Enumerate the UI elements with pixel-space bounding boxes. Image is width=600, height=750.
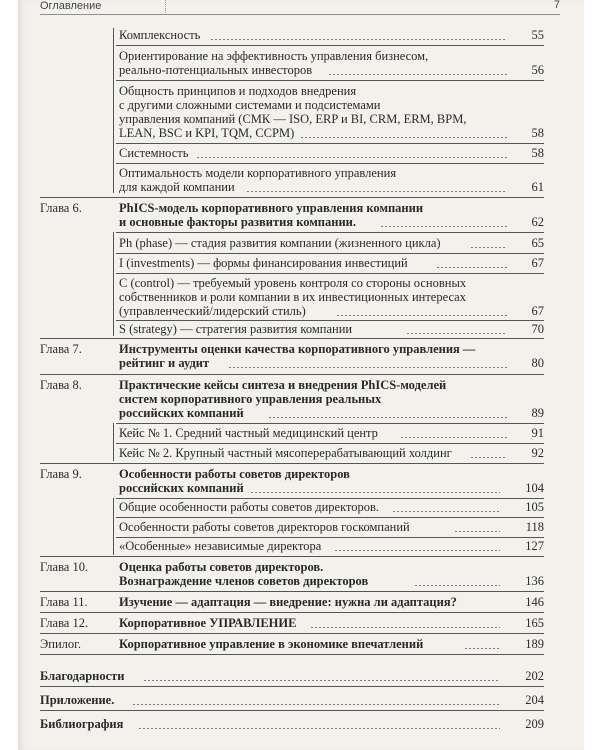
separator (116, 273, 544, 274)
page-ref: 189 (525, 637, 544, 651)
separator (116, 80, 544, 81)
separator (116, 423, 544, 424)
bracket-line (113, 28, 114, 193)
separator (116, 517, 544, 518)
page-ref: 62 (531, 215, 544, 229)
chapter-label: Эпилог. (40, 637, 81, 651)
separator (40, 556, 544, 557)
page-ref: 202 (525, 669, 544, 683)
toc-entry-obsh-3[interactable]: управления компаний (СМК — ISO, ERP и BI, CRM, ERM, BPM, (119, 112, 467, 126)
toc-chapter-11[interactable]: Изучение — адаптация — внедрение: нужна ли адаптация? (119, 595, 457, 609)
page-ref: 58 (531, 126, 544, 140)
chapter-label: Глава 9. (40, 467, 82, 481)
bracket-line (113, 423, 114, 461)
leader-dots (328, 74, 507, 75)
separator (40, 710, 544, 711)
running-header (40, 0, 560, 15)
toc-entry-optim-1[interactable]: Оптимальность модели корпоративного управления (119, 166, 397, 180)
page-ref: 104 (525, 481, 544, 495)
separator (40, 654, 544, 655)
separator (116, 163, 544, 164)
toc-chapter-8-1[interactable]: Практические кейсы синтеза и внедрения PhICS-моделей (119, 378, 447, 392)
toc-entry-ph[interactable]: Ph (phase) — стадия развития компании (жизненного цикла) (119, 236, 441, 250)
section-title: Оглавление (40, 0, 102, 12)
page-ref: 146 (525, 595, 544, 609)
toc-thanks[interactable]: Благодарности (40, 669, 125, 683)
leader-dots (310, 627, 500, 628)
separator (116, 45, 544, 46)
page-ref: 92 (531, 446, 544, 460)
separator (40, 633, 544, 634)
toc-epilogue[interactable]: Корпоративное управление в экономике впечатлений (119, 637, 424, 651)
toc-chapter-10-1[interactable]: Оценка работы советов директоров. (119, 560, 324, 574)
separator (116, 498, 544, 499)
leader-dots (414, 585, 500, 586)
leader-dots (300, 137, 507, 138)
toc-entry-case1[interactable]: Кейс № 1. Средний частный медицинский центр (119, 426, 378, 440)
leader-dots (336, 315, 507, 316)
leader-dots (246, 191, 507, 192)
separator (40, 338, 544, 339)
leader-dots (268, 417, 507, 418)
page-ref: 58 (531, 146, 544, 160)
leader-dots (470, 457, 507, 458)
separator (116, 232, 544, 233)
toc-appendix[interactable]: Приложение. (40, 693, 115, 707)
leader-dots (143, 680, 500, 681)
toc-entry-obsh-4[interactable]: LEAN, BSC и KPI, TQM, CCPM) (119, 126, 295, 140)
toc-chapter-9-1[interactable]: Особенности работы советов директоров (119, 467, 350, 481)
toc-entry-inv[interactable]: I (investments) — формы финансирования инвестиций (119, 256, 408, 270)
leader-dots (250, 492, 500, 493)
page-ref: 56 (531, 63, 544, 77)
toc-entry-sist[interactable]: Системность (119, 146, 189, 160)
toc-entry-case2[interactable]: Кейс № 2. Крупный частный мясоперерабатывающий холдинг (119, 446, 452, 460)
chapter-label: Глава 8. (40, 378, 82, 392)
leader-dots (406, 333, 507, 334)
leader-dots (228, 367, 507, 368)
toc-chapter-8-3[interactable]: российских компаний (119, 406, 244, 420)
leader-dots (464, 648, 500, 649)
leader-dots (132, 704, 500, 705)
toc-entry-obsh-2[interactable]: с другими сложными системами и подсистемами (119, 98, 381, 112)
toc-bibliography[interactable]: Библиография (40, 717, 124, 731)
page-ref: 105 (525, 500, 544, 514)
toc-chapter-6-2[interactable]: и основные факторы развития компании. (119, 215, 356, 229)
leader-dots (454, 531, 500, 532)
toc-entry-obsh-1[interactable]: Общность принципов и подходов внедрения (119, 84, 357, 98)
separator (40, 374, 544, 375)
toc-entry-komplek[interactable]: Комплексность (119, 28, 201, 42)
page-ref: 209 (525, 717, 544, 731)
page-ref: 91 (531, 426, 544, 440)
separator (116, 443, 544, 444)
page-ref: 80 (531, 356, 544, 370)
leader-dots (334, 550, 500, 551)
chapter-label: Глава 6. (40, 201, 82, 215)
toc-entry-strat[interactable]: S (strategy) — стратегия развития компании (119, 322, 353, 336)
page-ref: 61 (531, 180, 544, 194)
toc-entry-orient-2[interactable]: реально-потенциальных инвесторов (119, 63, 313, 77)
page-ref: 89 (531, 406, 544, 420)
page-ref: 70 (531, 322, 544, 336)
separator (116, 320, 544, 321)
page-ref: 67 (531, 256, 544, 270)
toc-chapter-6-1[interactable]: PhICS-модель корпоративного управления компании (119, 201, 424, 215)
leader-dots (436, 267, 507, 268)
separator (116, 253, 544, 254)
page-ref: 118 (525, 520, 544, 534)
toc-chapter-9-2[interactable]: российских компаний (119, 481, 244, 495)
separator (40, 591, 544, 592)
toc-chapter-8-2[interactable]: систем корпоративного управления реальных (119, 392, 382, 406)
toc-entry-ctrl-1[interactable]: С (control) — требуемый уровень контроля со стороны основных (119, 276, 467, 290)
chapter-label: Глава 10. (40, 560, 89, 574)
toc-chapter-7-2[interactable]: рейтинг и аудит (119, 356, 210, 370)
toc-entry-optim-2[interactable]: для каждой компании (119, 180, 235, 194)
chapter-label: Глава 7. (40, 342, 82, 356)
separator (40, 612, 544, 613)
leader-dots (470, 247, 507, 248)
page-ref: 55 (531, 28, 544, 42)
page-ref: 127 (525, 539, 544, 553)
separator (40, 686, 544, 687)
leader-dots (392, 511, 500, 512)
bracket-line (113, 232, 114, 336)
leader-dots (196, 157, 507, 158)
page-ref: 204 (525, 693, 544, 707)
separator (116, 143, 544, 144)
bracket-line (113, 498, 114, 555)
toc-entry-ctrl-2[interactable]: собственников и роли компании в их инвестиционных интересах (119, 290, 466, 304)
separator (40, 463, 544, 464)
page-ref: 165 (525, 616, 544, 630)
leader-dots (380, 226, 507, 227)
leader-dots (400, 437, 507, 438)
page-ref: 67 (531, 304, 544, 318)
toc-entry-gos[interactable]: Особенности работы советов директоров госкомпаний (119, 520, 410, 534)
book-page (18, 0, 584, 750)
leader-dots (138, 728, 500, 729)
toc-entry-gen[interactable]: Общие особенности работы советов директоров. (119, 500, 380, 514)
chapter-label: Глава 11. (40, 595, 88, 609)
page-ref: 65 (531, 236, 544, 250)
toc-entry-indep[interactable]: «Особенные» независимые директора (119, 539, 322, 553)
toc-chapter-10-2[interactable]: Вознаграждение членов советов директоров (119, 574, 369, 588)
toc-entry-orient-1[interactable]: Ориентирование на эффективность управления бизнесом, (119, 49, 429, 63)
toc-entry-ctrl-3[interactable]: (управленческий/лидерский стиль) (119, 304, 306, 318)
chapter-label: Глава 12. (40, 616, 89, 630)
page-number: 7 (553, 0, 560, 11)
separator (40, 197, 544, 198)
leader-dots (210, 39, 507, 40)
toc-chapter-7-1[interactable]: Инструменты оценки качества корпоративного управления — (119, 342, 476, 356)
header-divider (165, 0, 167, 13)
separator (116, 537, 544, 538)
toc-chapter-12[interactable]: Корпоративное УПРАВЛЕНИЕ (119, 616, 297, 630)
page-ref: 136 (525, 574, 544, 588)
